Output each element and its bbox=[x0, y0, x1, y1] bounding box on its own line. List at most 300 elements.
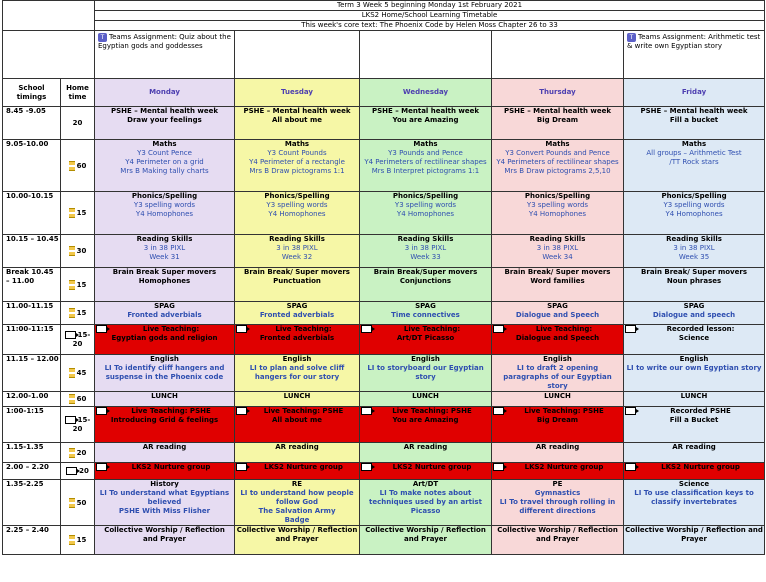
cell-detail: Y4 Homophones bbox=[665, 210, 723, 218]
cell-tue bbox=[235, 302, 360, 325]
cell-title: LUNCH bbox=[283, 392, 311, 400]
video-camera-icon bbox=[361, 325, 372, 333]
cell-detail: Time connectives bbox=[391, 311, 460, 319]
cell-detail: Mrs B Making tally charts bbox=[120, 167, 209, 175]
cell-thu bbox=[492, 302, 624, 325]
cell-detail: Y4 Homophones bbox=[528, 210, 587, 218]
cell-title: Collective Worship / Reflection and Prayer bbox=[104, 526, 225, 543]
row-home-time bbox=[61, 235, 95, 268]
home-time-value: 15 bbox=[76, 536, 87, 544]
row-time: 10.15 – 10.45 bbox=[3, 235, 61, 268]
cell-thu bbox=[492, 192, 624, 235]
row-time: Break 10.45 – 11.00 bbox=[3, 268, 61, 302]
home-time-value: 20 bbox=[72, 118, 83, 127]
cell-title: Phonics/Spelling bbox=[131, 192, 198, 200]
cell-detail: All about me bbox=[271, 416, 322, 424]
row-home-time bbox=[61, 355, 95, 392]
cell-detail: Y4 Perimeter of a rectangle bbox=[249, 158, 345, 166]
cell-tue bbox=[235, 480, 360, 526]
home-time-value: 30 bbox=[76, 247, 87, 255]
cell-detail: 3 in 38 PIXL bbox=[276, 244, 318, 252]
cell-title: Reading Skills bbox=[136, 235, 193, 243]
cell-detail: Gymnastics bbox=[534, 489, 581, 497]
cell-title: Live Teaching: PSHE bbox=[392, 407, 472, 415]
day-header-friday: Friday bbox=[624, 79, 765, 107]
cell-detail: All groups – Arithmetic Test bbox=[646, 149, 742, 157]
teams-blank-thu bbox=[492, 31, 624, 79]
cell-detail: Draw your feelings bbox=[127, 116, 202, 124]
cell-detail: Fronted adverbials bbox=[259, 334, 335, 342]
cell-title: Live Teaching: PSHE bbox=[131, 407, 211, 415]
home-time-value: 15 bbox=[76, 309, 87, 317]
cell-tue[interactable] bbox=[235, 325, 360, 355]
row-home-time bbox=[61, 325, 95, 355]
cell-title: AR reading bbox=[535, 443, 580, 451]
cell-fri bbox=[624, 268, 765, 302]
cell-wed bbox=[360, 235, 492, 268]
cell-detail: Fronted adverbials bbox=[127, 311, 202, 319]
teams-icon: T bbox=[627, 33, 636, 42]
cell-detail: Y3 spelling words bbox=[663, 201, 725, 209]
cell-title: Live Teaching: bbox=[142, 325, 200, 333]
teams-blank-tue bbox=[235, 31, 360, 79]
cell-title: RE bbox=[291, 480, 303, 488]
cell-mon bbox=[95, 526, 235, 555]
table-row bbox=[3, 325, 765, 355]
cell-tue[interactable] bbox=[235, 407, 360, 443]
cell-detail: Egyptian gods and religion bbox=[111, 334, 218, 342]
cell-detail: 3 in 38 PIXL bbox=[143, 244, 186, 252]
cell-detail: LI to plan and solve cliff hangers for our story bbox=[249, 364, 345, 381]
cell-detail: Fronted adverbials bbox=[259, 311, 335, 319]
cell-title: LKS2 Nurture group bbox=[131, 463, 211, 471]
cell-fri bbox=[624, 192, 765, 235]
row-time: 9.05-10.00 bbox=[3, 140, 61, 192]
video-camera-icon bbox=[96, 463, 107, 471]
cell-title: Reading Skills bbox=[529, 235, 586, 243]
cell-title: SPAG bbox=[683, 302, 705, 310]
cell-detail: Y4 Perimeters of rectilinear shapes bbox=[364, 158, 487, 166]
cell-wed[interactable] bbox=[360, 463, 492, 480]
home-time-value: 60 bbox=[76, 161, 87, 170]
cell-title: PSHE – Mental health week bbox=[371, 107, 480, 115]
cell-detail: Dialogue and Speech bbox=[515, 334, 600, 342]
cell-tue bbox=[235, 107, 360, 140]
row-time: 2.00 – 2.20 bbox=[3, 463, 61, 480]
cell-thu bbox=[492, 235, 624, 268]
row-time: 11:00-11:15 bbox=[3, 325, 61, 355]
cell-mon bbox=[95, 268, 235, 302]
col-header-timings: School timings bbox=[3, 79, 61, 107]
cell-thu bbox=[492, 107, 624, 140]
cell-mon bbox=[95, 392, 235, 407]
cell-wed bbox=[360, 443, 492, 463]
cell-mon bbox=[95, 107, 235, 140]
cell-tue[interactable] bbox=[235, 463, 360, 480]
video-camera-icon bbox=[493, 407, 504, 415]
cell-mon bbox=[95, 192, 235, 235]
table-row bbox=[3, 192, 765, 235]
cell-detail: Badge bbox=[284, 516, 310, 524]
video-camera-icon bbox=[66, 467, 77, 475]
teams-blank-wed bbox=[360, 31, 492, 79]
col-header-home-time: Home time bbox=[61, 79, 95, 107]
header-line-1: Term 3 Week 5 beginning Monday 1st February 2021 bbox=[95, 1, 765, 11]
cell-title: LKS2 Nurture group bbox=[264, 463, 343, 471]
cell-fri bbox=[624, 302, 765, 325]
day-header-wednesday: Wednesday bbox=[360, 79, 492, 107]
cell-mon[interactable] bbox=[95, 407, 235, 443]
cell-title: AR reading bbox=[275, 443, 319, 451]
cell-detail: Y3 spelling words bbox=[394, 201, 457, 209]
cell-title: Reading Skills bbox=[397, 235, 454, 243]
header-line-2: LKS2 Home/School Learning Timetable bbox=[95, 11, 765, 21]
cell-title: Collective Worship / Reflection and Prayer bbox=[236, 526, 358, 543]
row-home-time bbox=[61, 463, 95, 480]
cell-detail: You are Amazing bbox=[392, 116, 459, 124]
video-camera-icon bbox=[96, 325, 107, 333]
cell-title: Reading Skills bbox=[666, 235, 722, 243]
cell-title: Brain Break/Super movers bbox=[373, 268, 478, 276]
cell-title: Brain Break/ Super movers bbox=[244, 268, 350, 276]
row-time: 2.25 – 2.40 bbox=[3, 526, 61, 555]
cell-detail: Fill a bucket bbox=[669, 116, 719, 124]
day-header-tuesday: Tuesday bbox=[235, 79, 360, 107]
cell-detail: Picasso bbox=[410, 507, 441, 515]
cell-detail: Y4 Perimeter on a grid bbox=[125, 158, 204, 166]
cell-title: Collective Worship / Reflection and Prayer bbox=[365, 526, 486, 543]
cell-detail: All about me bbox=[271, 116, 322, 124]
cell-detail: Week 32 bbox=[281, 253, 313, 261]
cell-title: Maths bbox=[681, 140, 707, 148]
row-time: 1:00-1:15 bbox=[3, 407, 61, 443]
cell-thu bbox=[492, 526, 624, 555]
cell-title: Live Teaching: bbox=[275, 325, 332, 333]
cell-mon[interactable] bbox=[95, 325, 235, 355]
cell-title: English bbox=[150, 355, 179, 363]
hourglass-icon bbox=[69, 308, 75, 318]
cell-title: AR reading bbox=[672, 443, 716, 451]
cell-title: Collective Worship / Reflection and Prayer bbox=[497, 526, 618, 543]
cell-title: Live Teaching: bbox=[535, 325, 593, 333]
cell-wed bbox=[360, 107, 492, 140]
cell-title: LUNCH bbox=[412, 392, 439, 400]
cell-fri bbox=[624, 235, 765, 268]
video-camera-icon bbox=[65, 331, 76, 339]
cell-fri bbox=[624, 526, 765, 555]
table-row bbox=[3, 526, 765, 555]
cell-title: LUNCH bbox=[151, 392, 178, 400]
cell-title: Maths bbox=[545, 140, 570, 148]
table-row bbox=[3, 107, 765, 140]
cell-tue bbox=[235, 355, 360, 392]
row-time: 8.45 -9.05 bbox=[3, 107, 61, 140]
cell-detail: Mrs B Draw pictograms 2,5,10 bbox=[504, 167, 611, 175]
video-camera-icon bbox=[625, 407, 636, 415]
cell-detail: LI to draft 2 opening paragraphs of our Egyptian story bbox=[503, 364, 612, 390]
hourglass-icon bbox=[69, 535, 75, 545]
cell-detail: Dialogue and Speech bbox=[515, 311, 600, 319]
cell-title: LUNCH bbox=[680, 392, 708, 400]
video-camera-icon bbox=[493, 463, 504, 471]
teams-row-blank bbox=[3, 31, 95, 79]
cell-detail: Week 35 bbox=[678, 253, 710, 261]
cell-thu bbox=[492, 140, 624, 192]
cell-detail: Noun phrases bbox=[666, 277, 722, 285]
hourglass-icon bbox=[69, 246, 75, 256]
cell-detail: The Salvation Army bbox=[258, 507, 336, 515]
table-row bbox=[3, 140, 765, 192]
video-camera-icon bbox=[493, 325, 504, 333]
cell-title: Recorded lesson: bbox=[666, 325, 735, 333]
cell-title: Recorded PSHE bbox=[670, 407, 731, 415]
hourglass-icon bbox=[69, 161, 75, 171]
cell-detail: Y4 Homophones bbox=[135, 210, 194, 218]
hourglass-icon bbox=[69, 394, 75, 404]
cell-title: SPAG bbox=[415, 302, 436, 310]
hourglass-icon bbox=[69, 448, 75, 458]
cell-detail: LI To identify cliff hangers and suspense in the Phoenix code bbox=[104, 364, 225, 381]
cell-detail: Week 31 bbox=[149, 253, 180, 261]
video-camera-icon bbox=[625, 325, 636, 333]
cell-title: Phonics/Spelling bbox=[392, 192, 459, 200]
hourglass-icon bbox=[69, 280, 75, 290]
table-row bbox=[3, 407, 765, 443]
row-home-time bbox=[61, 140, 95, 192]
cell-detail: Big Dream bbox=[536, 116, 579, 124]
cell-thu bbox=[492, 268, 624, 302]
cell-thu[interactable] bbox=[492, 407, 624, 443]
cell-detail: LI To use classification keys to classify invertebrates bbox=[634, 489, 754, 506]
cell-tue bbox=[235, 268, 360, 302]
row-home-time bbox=[61, 392, 95, 407]
cell-title: Maths bbox=[413, 140, 438, 148]
video-camera-icon bbox=[65, 416, 76, 424]
cell-detail: Homophones bbox=[138, 277, 191, 285]
cell-title: SPAG bbox=[286, 302, 308, 310]
cell-wed bbox=[360, 192, 492, 235]
cell-title: Live Teaching: bbox=[403, 325, 461, 333]
row-home-time bbox=[61, 480, 95, 526]
cell-title: Phonics/Spelling bbox=[524, 192, 591, 200]
cell-detail: LI To understand what Egyptians believed bbox=[99, 489, 230, 506]
cell-title: Brain Break/ Super movers bbox=[504, 268, 611, 276]
cell-fri bbox=[624, 407, 765, 443]
header-line-3: This week's core text: The Phoenix Code by Helen Moss Chapter 26 to 33 bbox=[95, 21, 765, 31]
cell-title: English bbox=[411, 355, 440, 363]
cell-fri bbox=[624, 107, 765, 140]
cell-title: SPAG bbox=[547, 302, 568, 310]
cell-detail: Art/DT Picasso bbox=[396, 334, 455, 342]
cell-thu[interactable] bbox=[492, 325, 624, 355]
cell-detail: Y3 Pounds and Pence bbox=[388, 149, 463, 157]
cell-thu bbox=[492, 480, 624, 526]
cell-detail: Introducing Grid & feelings bbox=[110, 416, 219, 424]
video-camera-icon bbox=[96, 407, 107, 415]
cell-detail: Y3 spelling words bbox=[133, 201, 196, 209]
row-time: 11.00-11.15 bbox=[3, 302, 61, 325]
cell-detail: Y3 spelling words bbox=[266, 201, 328, 209]
video-camera-icon bbox=[236, 407, 247, 415]
cell-thu bbox=[492, 355, 624, 392]
cell-title: History bbox=[150, 480, 179, 488]
cell-detail: Dialogue and speech bbox=[652, 311, 736, 319]
table-row bbox=[3, 392, 765, 407]
cell-title: PSHE – Mental health week bbox=[503, 107, 612, 115]
cell-title: PSHE – Mental health week bbox=[110, 107, 219, 115]
cell-tue bbox=[235, 140, 360, 192]
timetable bbox=[2, 0, 765, 555]
hourglass-icon bbox=[69, 208, 75, 218]
cell-title: Reading Skills bbox=[269, 235, 325, 243]
row-home-time bbox=[61, 268, 95, 302]
cell-detail: LI to write our own Egyptian story bbox=[626, 364, 762, 372]
cell-detail: Y4 Perimeters of rectilinear shapes bbox=[496, 158, 619, 166]
cell-mon bbox=[95, 443, 235, 463]
cell-tue bbox=[235, 443, 360, 463]
cell-tue bbox=[235, 526, 360, 555]
teams-assignment-friday[interactable]: T Teams Assignment: Arithmetic test & write own Egyptian story bbox=[624, 31, 765, 79]
cell-detail: Y3 Convert Pounds and Pence bbox=[505, 149, 610, 157]
cell-thu bbox=[492, 443, 624, 463]
row-time: 1.15-1.35 bbox=[3, 443, 61, 463]
cell-wed bbox=[360, 526, 492, 555]
cell-thu[interactable] bbox=[492, 463, 624, 480]
cell-mon bbox=[95, 480, 235, 526]
home-time-value: 20 bbox=[76, 448, 87, 457]
home-time-value: 50 bbox=[76, 498, 87, 507]
home-time-value: 15 bbox=[76, 209, 87, 217]
cell-title: AR reading bbox=[142, 443, 187, 451]
cell-detail: LI To make notes about techniques used by an artist bbox=[369, 489, 482, 506]
cell-wed bbox=[360, 140, 492, 192]
cell-mon bbox=[95, 140, 235, 192]
home-time-value: 15 bbox=[76, 280, 87, 289]
cell-detail: 3 in 38 PIXL bbox=[404, 244, 447, 252]
cell-title: Science bbox=[678, 480, 710, 488]
cell-detail: Y4 Homophones bbox=[396, 210, 455, 218]
cell-detail: Fill a Bucket bbox=[669, 416, 719, 424]
cell-tue bbox=[235, 392, 360, 407]
cell-title: Brain Break/ Super movers bbox=[641, 268, 747, 276]
cell-title: LKS2 Nurture group bbox=[661, 463, 740, 471]
cell-detail: LI to understand how people follow God bbox=[240, 489, 354, 506]
table-row bbox=[3, 443, 765, 463]
cell-detail: Word families bbox=[530, 277, 585, 285]
home-time-value: 60 bbox=[76, 395, 87, 403]
teams-icon: T bbox=[98, 33, 107, 42]
hourglass-icon bbox=[69, 368, 75, 378]
cell-title: Maths bbox=[152, 140, 177, 148]
cell-wed bbox=[360, 268, 492, 302]
cell-fri bbox=[624, 443, 765, 463]
hourglass-icon bbox=[69, 498, 75, 508]
table-row bbox=[3, 268, 765, 302]
cell-fri bbox=[624, 140, 765, 192]
cell-detail: LI To travel through rolling in different directions bbox=[499, 498, 616, 515]
cell-detail: You are Amazing bbox=[392, 416, 459, 424]
video-camera-icon bbox=[625, 463, 636, 471]
cell-detail: 3 in 38 PIXL bbox=[673, 244, 715, 252]
video-camera-icon bbox=[236, 325, 247, 333]
cell-title: Live Teaching: PSHE bbox=[263, 407, 344, 415]
teams-assignment-monday[interactable]: T Teams Assignment: Quiz about the Egyptian gods and goddesses bbox=[95, 31, 235, 79]
row-home-time bbox=[61, 302, 95, 325]
cell-detail: Y3 Count Pence bbox=[137, 149, 192, 157]
cell-detail: Science bbox=[678, 334, 710, 342]
cell-fri bbox=[624, 480, 765, 526]
cell-wed bbox=[360, 355, 492, 392]
row-time: 10.00-10.15 bbox=[3, 192, 61, 235]
cell-title: English bbox=[679, 355, 709, 363]
cell-mon bbox=[95, 355, 235, 392]
home-time-value: 15-20 bbox=[72, 330, 91, 348]
cell-wed[interactable] bbox=[360, 325, 492, 355]
video-camera-icon bbox=[361, 407, 372, 415]
cell-mon[interactable] bbox=[95, 463, 235, 480]
cell-title: Maths bbox=[284, 140, 310, 148]
cell-title: Live Teaching: PSHE bbox=[524, 407, 604, 415]
cell-title: Brain Break Super movers bbox=[112, 268, 217, 276]
home-time-value: 15-20 bbox=[72, 415, 91, 433]
cell-detail: LI to storyboard our Egyptian story bbox=[367, 364, 484, 381]
cell-title: English bbox=[543, 355, 572, 363]
cell-title: PSHE – Mental health week bbox=[243, 107, 351, 115]
cell-title: PE bbox=[552, 480, 563, 488]
cell-detail: Conjunctions bbox=[399, 277, 452, 285]
cell-detail: Mrs B Draw pictograms 1:1 bbox=[249, 167, 345, 175]
cell-title: SPAG bbox=[154, 302, 175, 310]
row-home-time bbox=[61, 443, 95, 463]
cell-tue bbox=[235, 192, 360, 235]
cell-detail: Week 33 bbox=[410, 253, 441, 261]
cell-detail: Y3 spelling words bbox=[526, 201, 589, 209]
cell-title: Phonics/Spelling bbox=[264, 192, 330, 200]
cell-title: Collective Worship / Reflection and Prayer bbox=[625, 526, 763, 543]
cell-fri bbox=[624, 355, 765, 392]
cell-title: LKS2 Nurture group bbox=[524, 463, 604, 471]
home-time-value: 20 bbox=[79, 466, 89, 475]
table-row bbox=[3, 235, 765, 268]
table-row bbox=[3, 355, 765, 392]
cell-wed bbox=[360, 392, 492, 407]
cell-detail: Week 34 bbox=[542, 253, 573, 261]
cell-fri bbox=[624, 392, 765, 407]
row-home-time bbox=[61, 407, 95, 443]
row-time: 1.35-2.25 bbox=[3, 480, 61, 526]
cell-wed[interactable] bbox=[360, 407, 492, 443]
video-camera-icon bbox=[361, 463, 372, 471]
cell-title: PSHE – Mental health week bbox=[640, 107, 748, 115]
cell-detail: /TT Rock stars bbox=[669, 158, 719, 166]
day-header-thursday: Thursday bbox=[492, 79, 624, 107]
cell-title: English bbox=[282, 355, 312, 363]
cell-fri[interactable] bbox=[624, 463, 765, 480]
row-time: 12.00-1.00 bbox=[3, 392, 61, 407]
cell-tue bbox=[235, 235, 360, 268]
cell-title: LUNCH bbox=[544, 392, 571, 400]
row-home-time bbox=[61, 107, 95, 140]
cell-fri bbox=[624, 325, 765, 355]
cell-title: AR reading bbox=[403, 443, 448, 451]
row-home-time bbox=[61, 526, 95, 555]
row-home-time bbox=[61, 192, 95, 235]
header-blank bbox=[3, 1, 95, 31]
cell-detail: Big Dream bbox=[536, 416, 579, 424]
table-row bbox=[3, 463, 765, 480]
cell-detail: 3 in 38 PIXL bbox=[536, 244, 579, 252]
cell-thu bbox=[492, 392, 624, 407]
